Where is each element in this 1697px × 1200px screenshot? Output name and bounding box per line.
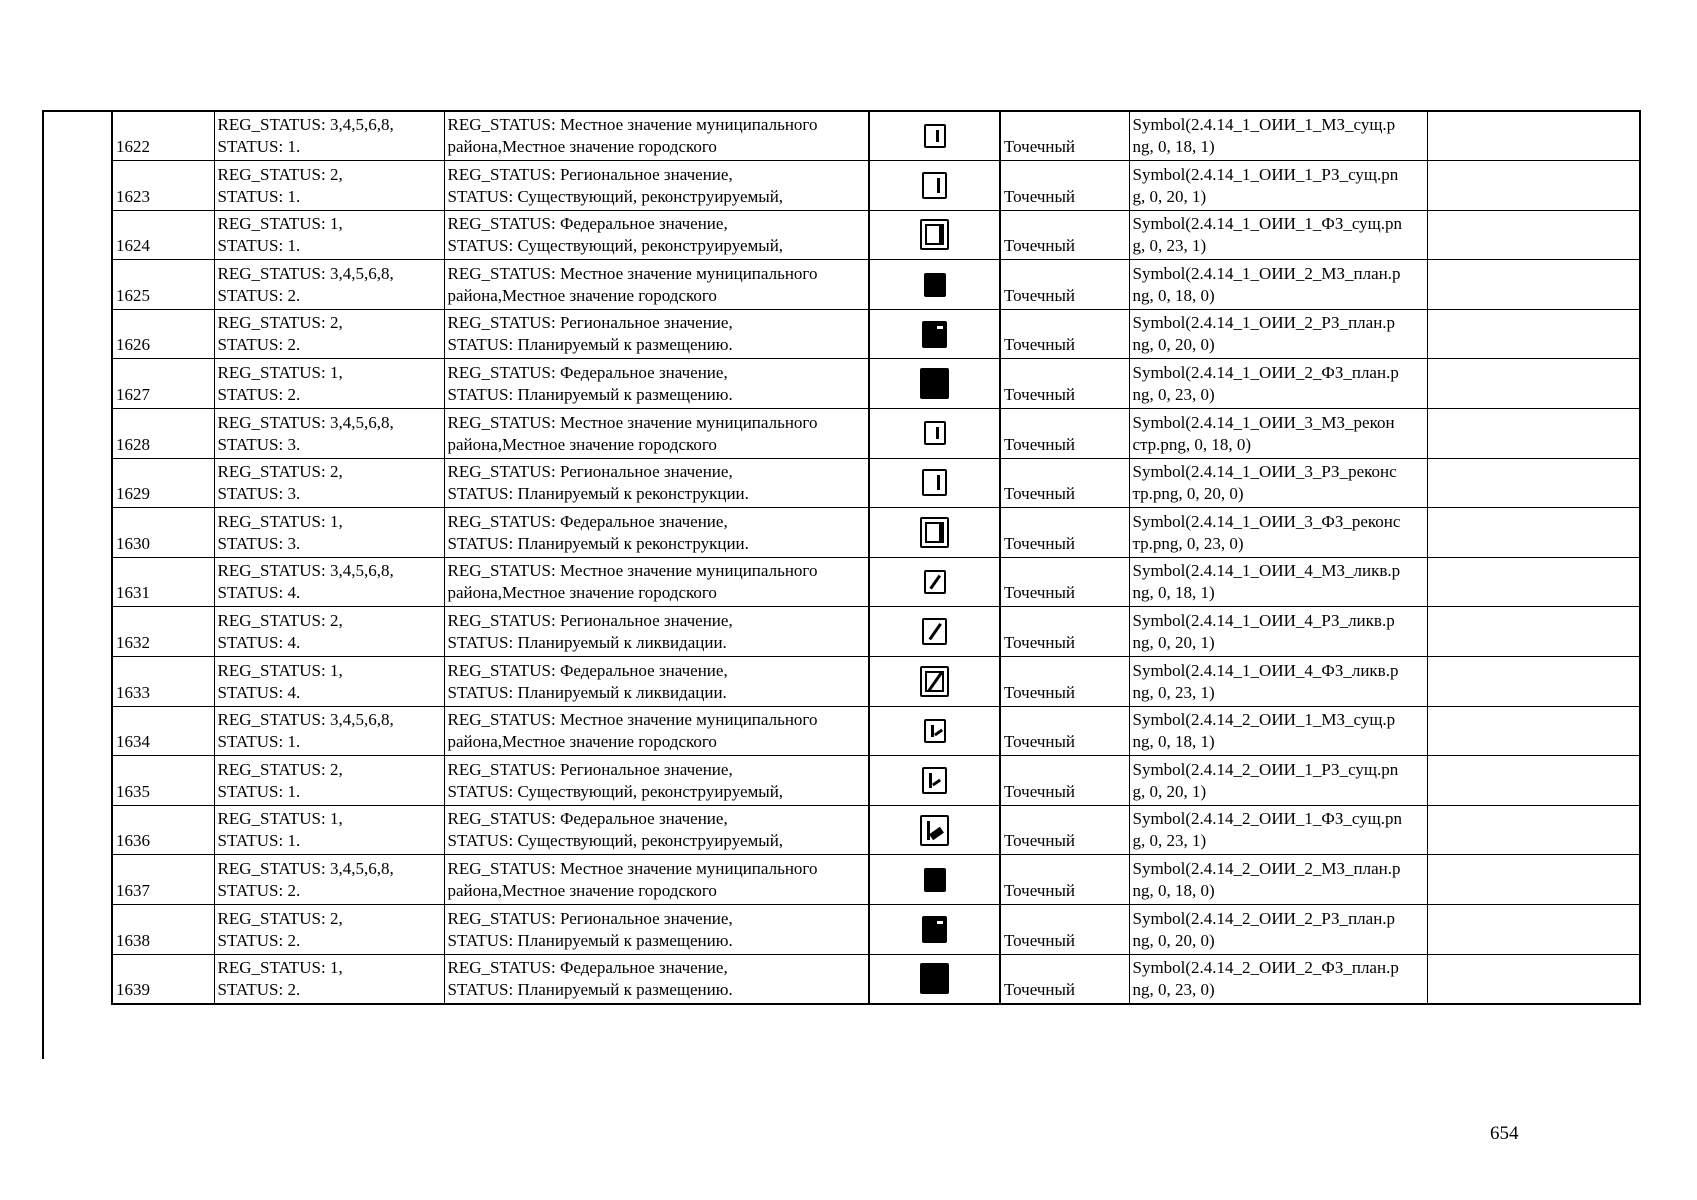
symbol-cell (869, 458, 1000, 508)
row-number: 1627 (112, 359, 214, 409)
reg-status-line: STATUS: 2. (217, 385, 301, 405)
geometry-type-cell: Точечный (1000, 557, 1129, 607)
symbol-path-line: ng, 0, 18, 0) (1132, 285, 1215, 305)
symbol-cell (869, 161, 1000, 211)
table-row (112, 756, 1640, 806)
empty-cell (1427, 954, 1640, 1004)
geometry-type-cell: Точечный (1000, 905, 1129, 955)
reg-status-line: REG_STATUS: 2, (217, 462, 343, 482)
geometry-type-cell: Точечный (1000, 409, 1129, 459)
symbol-path-line: Symbol(2.4.14_1_ОИИ_2_РЗ_план.p (1132, 313, 1396, 333)
description-cell (444, 210, 869, 260)
description-cell (444, 161, 869, 211)
description-line: STATUS: Планируемый к размещению. (447, 335, 733, 355)
table-row (112, 954, 1640, 1004)
geometry-type-cell: Точечный (1000, 855, 1129, 905)
reg-status-line: REG_STATUS: 3,4,5,6,8, (217, 115, 394, 135)
existing-local-k-icon (924, 719, 946, 743)
geometry-type-cell: Точечный (1000, 954, 1129, 1004)
symbol-path-line: g, 0, 23, 1) (1132, 236, 1207, 256)
symbols-table (111, 110, 1641, 1005)
planned-federal-k-icon (920, 963, 949, 994)
reg-status-line: STATUS: 2. (217, 930, 301, 950)
table-row (112, 111, 1640, 161)
description-line: REG_STATUS: Федеральное значение, (447, 363, 728, 383)
symbol-path-line: ng, 0, 18, 1) (1132, 732, 1215, 752)
symbol-path-cell (1129, 954, 1427, 1004)
symbol-path-line: тр.png, 0, 20, 0) (1132, 484, 1244, 504)
description-cell (444, 309, 869, 359)
row-number: 1635 (112, 756, 214, 806)
symbol-path-line: ng, 0, 18, 1) (1132, 583, 1215, 603)
description-cell (444, 905, 869, 955)
row-number: 1633 (112, 657, 214, 707)
empty-cell (1427, 409, 1640, 459)
existing-regional-icon (922, 172, 947, 199)
symbol-path-cell (1129, 161, 1427, 211)
description-line: STATUS: Существующий, реконструируемый, (447, 781, 784, 801)
geometry-type-cell: Точечный (1000, 260, 1129, 310)
reconstruction-local-icon (924, 421, 946, 445)
description-cell (444, 805, 869, 855)
reg-status-cell (214, 409, 444, 459)
description-cell (444, 111, 869, 161)
description-line: района,Местное значение городского (447, 732, 717, 752)
empty-cell (1427, 607, 1640, 657)
empty-cell (1427, 805, 1640, 855)
description-line: REG_STATUS: Региональное значение, (447, 462, 733, 482)
reg-status-line: STATUS: 1. (217, 732, 301, 752)
symbol-path-line: ng, 0, 23, 0) (1132, 979, 1215, 999)
reg-status-line: STATUS: 4. (217, 682, 301, 702)
symbol-path-cell (1129, 210, 1427, 260)
reg-status-cell (214, 309, 444, 359)
symbol-cell (869, 805, 1000, 855)
reg-status-cell (214, 706, 444, 756)
description-line: STATUS: Существующий, реконструируемый, (447, 831, 784, 851)
description-line: REG_STATUS: Федеральное значение, (447, 511, 728, 531)
table-row (112, 161, 1640, 211)
geometry-type-cell: Точечный (1000, 508, 1129, 558)
symbol-path-line: ng, 0, 23, 1) (1132, 682, 1215, 702)
description-line: STATUS: Планируемый к реконструкции. (447, 533, 749, 553)
table-row (112, 607, 1640, 657)
row-number: 1636 (112, 805, 214, 855)
reg-status-cell (214, 359, 444, 409)
geometry-type-cell: Точечный (1000, 359, 1129, 409)
description-line: района,Местное значение городского (447, 583, 717, 603)
symbol-path-line: ng, 0, 23, 0) (1132, 385, 1215, 405)
reg-status-cell (214, 111, 444, 161)
geometry-type-cell: Точечный (1000, 309, 1129, 359)
description-line: STATUS: Планируемый к реконструкции. (447, 484, 749, 504)
reg-status-line: REG_STATUS: 1, (217, 363, 343, 383)
table-row (112, 805, 1640, 855)
description-cell (444, 359, 869, 409)
table-row (112, 706, 1640, 756)
table-row (112, 855, 1640, 905)
description-line: района,Местное значение городского (447, 881, 717, 900)
description-line: района,Местное значение городского (447, 434, 717, 454)
left-margin-rule-top (42, 110, 112, 112)
reg-status-line: STATUS: 2. (217, 881, 301, 900)
symbol-path-cell (1129, 607, 1427, 657)
symbol-cell (869, 855, 1000, 905)
reg-status-line: REG_STATUS: 2, (217, 164, 343, 184)
symbol-path-line: Symbol(2.4.14_2_ОИИ_1_ФЗ_сущ.pn (1132, 809, 1403, 829)
geometry-type-cell: Точечный (1000, 111, 1129, 161)
reg-status-cell (214, 805, 444, 855)
symbol-path-line: Symbol(2.4.14_1_ОИИ_1_РЗ_сущ.pn (1132, 164, 1399, 184)
symbol-cell (869, 557, 1000, 607)
symbol-path-line: g, 0, 23, 1) (1132, 831, 1207, 851)
existing-federal-k-icon (920, 815, 949, 846)
reg-status-line: STATUS: 4. (217, 633, 301, 653)
symbol-path-cell (1129, 706, 1427, 756)
geometry-type-cell: Точечный (1000, 161, 1129, 211)
symbol-path-line: Symbol(2.4.14_2_ОИИ_1_РЗ_сущ.pn (1132, 759, 1399, 779)
symbol-path-cell (1129, 458, 1427, 508)
empty-cell (1427, 855, 1640, 905)
planned-local-icon (924, 273, 946, 297)
symbol-path-line: ng, 0, 20, 1) (1132, 633, 1215, 653)
reg-status-cell (214, 756, 444, 806)
description-line: REG_STATUS: Федеральное значение, (447, 214, 728, 234)
reg-status-line: STATUS: 2. (217, 979, 301, 999)
symbol-path-line: Symbol(2.4.14_1_ОИИ_3_ФЗ_реконс (1132, 511, 1401, 531)
symbol-path-cell (1129, 657, 1427, 707)
description-line: REG_STATUS: Местное значение муниципального (447, 561, 818, 581)
symbol-cell (869, 409, 1000, 459)
empty-cell (1427, 111, 1640, 161)
reg-status-line: STATUS: 3. (217, 434, 301, 454)
symbol-path-line: Symbol(2.4.14_1_ОИИ_4_МЗ_ликв.p (1132, 561, 1401, 581)
reconstruction-regional-icon (922, 469, 947, 496)
description-line: STATUS: Планируемый к ликвидации. (447, 682, 727, 702)
row-number: 1638 (112, 905, 214, 955)
description-line: STATUS: Существующий, реконструируемый, (447, 186, 784, 206)
reg-status-cell (214, 657, 444, 707)
table-row (112, 905, 1640, 955)
empty-cell (1427, 905, 1640, 955)
symbol-cell (869, 905, 1000, 955)
symbol-cell (869, 954, 1000, 1004)
liquidation-federal-icon (920, 666, 949, 697)
reg-status-line: STATUS: 1. (217, 137, 301, 157)
reg-status-cell (214, 855, 444, 905)
symbol-path-line: ng, 0, 18, 0) (1132, 881, 1215, 900)
description-line: STATUS: Планируемый к размещению. (447, 979, 733, 999)
description-line: REG_STATUS: Местное значение муниципального (447, 263, 818, 283)
empty-cell (1427, 260, 1640, 310)
reg-status-line: REG_STATUS: 3,4,5,6,8, (217, 263, 394, 283)
table-row (112, 260, 1640, 310)
row-number: 1632 (112, 607, 214, 657)
reg-status-line: STATUS: 1. (217, 186, 301, 206)
row-number: 1634 (112, 706, 214, 756)
empty-cell (1427, 210, 1640, 260)
symbol-path-line: ng, 0, 18, 1) (1132, 137, 1215, 157)
reg-status-line: STATUS: 1. (217, 236, 301, 256)
description-cell (444, 409, 869, 459)
description-line: REG_STATUS: Местное значение муниципального (447, 412, 818, 432)
description-cell (444, 855, 869, 905)
empty-cell (1427, 508, 1640, 558)
empty-cell (1427, 458, 1640, 508)
reg-status-cell (214, 905, 444, 955)
symbol-path-line: Symbol(2.4.14_2_ОИИ_1_МЗ_сущ.p (1132, 710, 1396, 730)
symbol-path-line: g, 0, 20, 1) (1132, 781, 1207, 801)
reg-status-cell (214, 260, 444, 310)
symbol-path-cell (1129, 855, 1427, 905)
geometry-type-cell: Точечный (1000, 458, 1129, 508)
page-number: 654 (1490, 1123, 1519, 1144)
table-row (112, 657, 1640, 707)
symbol-path-cell (1129, 508, 1427, 558)
row-number: 1639 (112, 954, 214, 1004)
geometry-type-cell: Точечный (1000, 756, 1129, 806)
description-line: STATUS: Существующий, реконструируемый, (447, 236, 784, 256)
existing-federal-icon (920, 219, 949, 250)
row-number: 1629 (112, 458, 214, 508)
description-line: REG_STATUS: Федеральное значение, (447, 660, 728, 680)
reg-status-cell (214, 557, 444, 607)
description-cell (444, 458, 869, 508)
symbol-path-line: Symbol(2.4.14_1_ОИИ_1_МЗ_сущ.p (1132, 115, 1396, 135)
row-number: 1623 (112, 161, 214, 211)
table-row (112, 409, 1640, 459)
symbol-path-line: Symbol(2.4.14_1_ОИИ_1_ФЗ_сущ.pn (1132, 214, 1403, 234)
reg-status-line: REG_STATUS: 1, (217, 809, 343, 829)
description-line: STATUS: Планируемый к размещению. (447, 930, 733, 950)
symbol-cell (869, 508, 1000, 558)
reg-status-line: REG_STATUS: 2, (217, 759, 343, 779)
reg-status-line: REG_STATUS: 3,4,5,6,8, (217, 859, 394, 878)
reconstruction-federal-icon (920, 517, 949, 548)
description-line: REG_STATUS: Региональное значение, (447, 164, 733, 184)
liquidation-local-icon (924, 570, 946, 594)
geometry-type-cell: Точечный (1000, 657, 1129, 707)
geometry-type-cell: Точечный (1000, 805, 1129, 855)
reg-status-cell (214, 508, 444, 558)
description-cell (444, 954, 869, 1004)
description-cell (444, 657, 869, 707)
symbol-path-line: Symbol(2.4.14_1_ОИИ_4_ФЗ_ликв.p (1132, 660, 1399, 680)
description-cell (444, 508, 869, 558)
symbol-path-cell (1129, 260, 1427, 310)
empty-cell (1427, 706, 1640, 756)
symbol-cell (869, 607, 1000, 657)
symbol-path-line: Symbol(2.4.14_1_ОИИ_3_МЗ_рекон (1132, 412, 1395, 432)
reg-status-cell (214, 210, 444, 260)
empty-cell (1427, 557, 1640, 607)
description-line: района,Местное значение городского (447, 285, 717, 305)
planned-federal-icon (920, 368, 949, 399)
reg-status-line: STATUS: 1. (217, 781, 301, 801)
symbol-cell (869, 706, 1000, 756)
description-cell (444, 607, 869, 657)
symbol-cell (869, 210, 1000, 260)
empty-cell (1427, 359, 1640, 409)
reg-status-line: STATUS: 1. (217, 831, 301, 851)
reg-status-line: REG_STATUS: 1, (217, 511, 343, 531)
row-number: 1625 (112, 260, 214, 310)
symbol-cell (869, 260, 1000, 310)
symbol-path-cell (1129, 905, 1427, 955)
existing-local-icon (924, 124, 946, 148)
table-row (112, 309, 1640, 359)
reg-status-line: REG_STATUS: 3,4,5,6,8, (217, 412, 394, 432)
description-line: REG_STATUS: Местное значение муниципального (447, 859, 818, 878)
reg-status-line: STATUS: 3. (217, 533, 301, 553)
symbol-path-line: Symbol(2.4.14_1_ОИИ_4_РЗ_ликв.p (1132, 611, 1395, 631)
symbol-path-cell (1129, 409, 1427, 459)
empty-cell (1427, 309, 1640, 359)
empty-cell (1427, 657, 1640, 707)
planned-regional-k-icon (922, 916, 947, 943)
symbol-path-cell (1129, 111, 1427, 161)
description-line: REG_STATUS: Местное значение муниципального (447, 115, 818, 135)
row-number: 1631 (112, 557, 214, 607)
symbol-path-line: стр.png, 0, 18, 0) (1132, 434, 1252, 454)
reg-status-line: STATUS: 3. (217, 484, 301, 504)
table-row (112, 458, 1640, 508)
description-line: REG_STATUS: Региональное значение, (447, 759, 733, 779)
existing-regional-k-icon (922, 767, 947, 794)
symbol-cell (869, 657, 1000, 707)
reg-status-line: STATUS: 4. (217, 583, 301, 603)
symbol-path-line: Symbol(2.4.14_2_ОИИ_2_МЗ_план.p (1132, 859, 1401, 878)
table-body (112, 111, 1640, 1004)
reg-status-cell (214, 954, 444, 1004)
planned-regional-icon (922, 321, 947, 348)
description-line: REG_STATUS: Федеральное значение, (447, 957, 728, 977)
symbol-path-line: Symbol(2.4.14_1_ОИИ_2_МЗ_план.p (1132, 263, 1401, 283)
symbol-path-line: тр.png, 0, 23, 0) (1132, 533, 1244, 553)
description-line: REG_STATUS: Местное значение муниципального (447, 710, 818, 730)
description-line: REG_STATUS: Региональное значение, (447, 908, 733, 928)
table-row (112, 557, 1640, 607)
symbol-path-cell (1129, 359, 1427, 409)
empty-cell (1427, 756, 1640, 806)
description-cell (444, 756, 869, 806)
symbol-path-line: Symbol(2.4.14_2_ОИИ_2_ФЗ_план.p (1132, 957, 1399, 977)
reg-status-line: REG_STATUS: 2, (217, 313, 343, 333)
table-row (112, 508, 1640, 558)
symbol-path-line: ng, 0, 20, 0) (1132, 335, 1215, 355)
geometry-type-cell: Точечный (1000, 706, 1129, 756)
planned-local-k-icon (924, 868, 946, 892)
reg-status-line: STATUS: 2. (217, 335, 301, 355)
symbol-path-cell (1129, 309, 1427, 359)
symbol-cell (869, 111, 1000, 161)
symbol-path-line: Symbol(2.4.14_1_ОИИ_3_РЗ_реконс (1132, 462, 1397, 482)
liquidation-regional-icon (922, 618, 947, 645)
symbol-cell (869, 756, 1000, 806)
symbol-path-line: g, 0, 20, 1) (1132, 186, 1207, 206)
symbol-path-line: Symbol(2.4.14_2_ОИИ_2_РЗ_план.p (1132, 908, 1396, 928)
geometry-type-cell: Точечный (1000, 210, 1129, 260)
reg-status-line: REG_STATUS: 1, (217, 660, 343, 680)
description-line: REG_STATUS: Региональное значение, (447, 313, 733, 333)
description-line: района,Местное значение городского (447, 137, 717, 157)
symbol-path-line: ng, 0, 20, 0) (1132, 930, 1215, 950)
description-line: REG_STATUS: Региональное значение, (447, 611, 733, 631)
symbol-path-line: Symbol(2.4.14_1_ОИИ_2_ФЗ_план.p (1132, 363, 1399, 383)
reg-status-line: REG_STATUS: 3,4,5,6,8, (217, 561, 394, 581)
row-number: 1626 (112, 309, 214, 359)
reg-status-line: REG_STATUS: 3,4,5,6,8, (217, 710, 394, 730)
row-number: 1624 (112, 210, 214, 260)
row-number: 1637 (112, 855, 214, 905)
table-row (112, 210, 1640, 260)
empty-cell (1427, 161, 1640, 211)
description-cell (444, 706, 869, 756)
reg-status-line: REG_STATUS: 1, (217, 957, 343, 977)
reg-status-line: REG_STATUS: 1, (217, 214, 343, 234)
geometry-type-cell: Точечный (1000, 607, 1129, 657)
reg-status-line: STATUS: 2. (217, 285, 301, 305)
symbol-path-cell (1129, 557, 1427, 607)
row-number: 1628 (112, 409, 214, 459)
left-margin-rule (42, 110, 44, 1059)
symbol-cell (869, 309, 1000, 359)
reg-status-line: REG_STATUS: 2, (217, 908, 343, 928)
description-line: REG_STATUS: Федеральное значение, (447, 809, 728, 829)
reg-status-cell (214, 607, 444, 657)
reg-status-cell (214, 458, 444, 508)
description-cell (444, 557, 869, 607)
description-line: STATUS: Планируемый к размещению. (447, 385, 733, 405)
reg-status-cell (214, 161, 444, 211)
reg-status-line: REG_STATUS: 2, (217, 611, 343, 631)
symbol-path-cell (1129, 805, 1427, 855)
symbol-cell (869, 359, 1000, 409)
symbol-path-cell (1129, 756, 1427, 806)
description-line: STATUS: Планируемый к ликвидации. (447, 633, 727, 653)
description-cell (444, 260, 869, 310)
row-number: 1630 (112, 508, 214, 558)
table-row (112, 359, 1640, 409)
row-number: 1622 (112, 111, 214, 161)
